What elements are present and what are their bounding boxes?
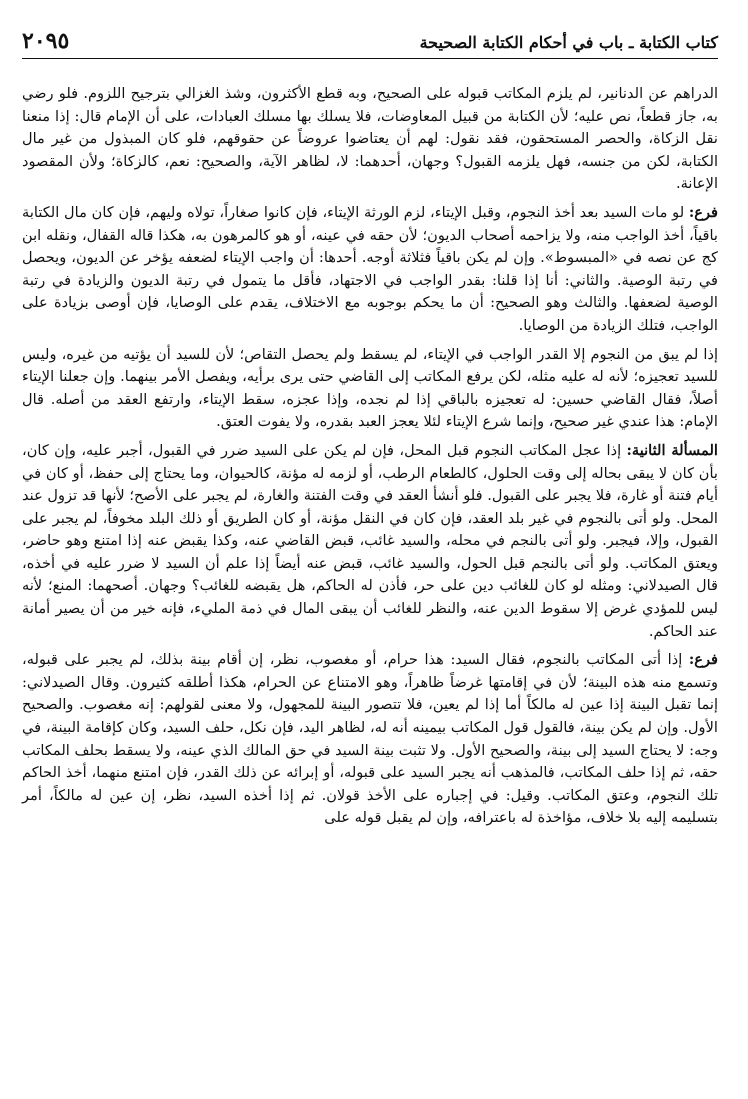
page-number: ٢٠٩٥ (22, 28, 70, 54)
paragraph-3 (22, 344, 718, 434)
paragraph-text: إذا أتى المكاتب بالنجوم، فقال السيد: هذا حرام، أو مغصوب، نظر، إن أقام بينة بذلك، لم يجبر على قبوله، وتسمع منه هذه البينة؛ لأن في إقامتها غرضاً ظاهراً، وهو الامتناع عن الحرام، هكذا أطلقه كثيرون. وقال الصيدلاني: إنما تقبل البينة إذا عين له مالكاً أما إذا لم يعين، فلا تتصور البينة للمجهول، ولا معنى لقولهم: إنه مغصوب. والصحيح الأول. وإن لم يكن بينة، فالقول قول المكاتب بيمينه أنه له، لظاهر اليد، فإن نكل، حلف السيد، وكان كإقامة البينة، في وجه: لا يحتاج السيد إلى بينة، والصحيح الأول. ولا تثبت بينة السيد في حق المالك الذي عينه، ولا يسقط بحلف المكاتب حقه، ثم إذا حلف المكاتب، فالمذهب أنه يجبر السيد على قبوله، أو إبرائه عن ذلك القدر، فإن امتنع منهما، أخذ الحاكم تلك النجوم، وعتق المكاتب. وقيل: في إجباره على الأخذ قولان. ثم إذا أخذه السيد، نظر، إن عين له مالكاً، أمر بتسليمه إليه بلا خلاف، مؤاخذة له باعترافه، وإن لم يقبل قوله على (22, 651, 718, 827)
paragraph-5-far (22, 649, 718, 830)
page-header (22, 0, 718, 59)
page-body (22, 59, 718, 830)
paragraph-text: لو مات السيد بعد أخذ النجوم، وقبل الإيتاء، لزم الورثة الإيتاء، فإن كانوا صغاراً، تولاه وليهم، فإن كان مال الكتابة باقياً، أخذ الواجب منه، ولا يزاحمه أصحاب الديون؛ لأن حقه في عينه، أو هو كالمرهون به، هكذا قاله القفال، ونقله ابن كج عن نصه في «المبسوط». وإن لم يكن باقياً فثلاثة أوجه. أحدها: أن واجب الإيتاء لضعفه يؤخر عن الديون، ويحصل في رتبة الوصية. والثاني: أنا إذا قلنا: بقدر الواجب في الاجتهاد، فأقل ما يتمول في رتبة الديون والزيادة في رتبة الوصية لضعفها. والثالث وهو الصحيح: أن ما يحكم بوجوبه مع الاختلاف، يقدم على الوصايا، فإن أوصى بزيادة على الواجب، فتلك الزيادة من الوصايا. (22, 203, 718, 334)
paragraph-label-masala: المسألة الثانية: (626, 441, 718, 459)
paragraph-text: إذا عجل المكاتب النجوم قبل المحل، فإن لم يكن على السيد ضرر في القبول، أجبر عليه، وإن كان، بأن كان لا يبقى بحاله إلى وقت الحلول، كالطعام الرطب، أو لزمه له مؤنة، كالحيوان، وما يحتاج إلى حفظ، أو كان في أيام فتنة أو غارة، فلا يجبر على القبول. فلو أنشأ العقد في وقت الفتنة والغارة، لم يجبر على الأصح؛ لأنها قد تزول عند المحل. ولو أتى بالنجوم في غير بلد العقد، فإن كان في النقل مؤنة، أو كان الطريق أو ذلك البلد مخوفاً، لم يجبر على القبول، وإلا، فيجبر. ولو أتى بالنجم في محله، والسيد غائب، قبض القاضي عنه، وكذا يقبض عنه إذا امتنع وهو حاضر، ويعتق المكاتب. ولو أتى بالنجم قبل الحول، والسيد غائب، قبض عنه أيضاً إذا علم أن السيد لا ضرر عليه في أخذه، قال الصيدلاني: ومثله لو كان للغائب دين على حر، فأذن له الحاكم، هل يقبضه للغائب؟ وجهان. أصحهما: المنع؛ لأنه ليس للمؤدي غرض إلا سقوط الدين عنه، والنظر للغائب أن يبقى المال في ذمة المليء، فإنه خير من أن يصير أمانة عند الحاكم. (22, 441, 718, 640)
paragraph-4-masala (22, 440, 718, 643)
paragraph-text: الدراهم عن الدنانير، لم يلزم المكاتب قبوله على الصحيح، وبه قطع الأكثرون، وشذ الغزالي بترجيح اللزوم. فلو رضي به، جاز قطعاً، نص عليه؛ لأن الكتابة من قبيل المعاوضات، فلا يسلك بها مسلك العبادات، على أن الإمام قال: إذا منعنا نقل الزكاة، والحصر المستحقون، فقد نقول: لهم أن يعتاضوا عروضاً عن حقوقهم، فلو كان المبذول من غير مال الكتابة، لكن من جنسه، فهل يلزمه القبول؟ وجهان، أحدهما: لا، لظاهر الآية، والصحيح: نعم، كالزكاة؛ ولأن المقصود الإعانة. (22, 85, 718, 193)
paragraph-text: إذا لم يبق من النجوم إلا القدر الواجب في الإيتاء، لم يسقط ولم يحصل التقاص؛ لأن للسيد أن يؤتيه من غيره، وليس للسيد تعجيزه؛ لأنه له عليه مثله، لكن يرفع المكاتب إلى القاضي حتى يرى برأيه، ويفصل الأمر بينهما. وإن جعلنا الإيتاء أصلاً، فقال القاضي حسين: له تعجيزه بالباقي إذا لم نجده، وإذا عجزه، سقط الإيتاء، وارتفع العقد من أصله. قال الإمام: هذا عندي غير صحيح، وإنما شرع الإيتاء لئلا يعجز العبد بقدره، ولا يفوت العتق. (22, 345, 718, 431)
paragraph-1 (22, 83, 718, 196)
paragraph-label-far: فرع: (688, 203, 718, 221)
paragraph-label-far: فرع: (688, 651, 718, 669)
running-title: كتاب الكتابة ـ باب في أحكام الكتابة الصحيحة (419, 33, 718, 52)
paragraph-2-far (22, 202, 718, 338)
